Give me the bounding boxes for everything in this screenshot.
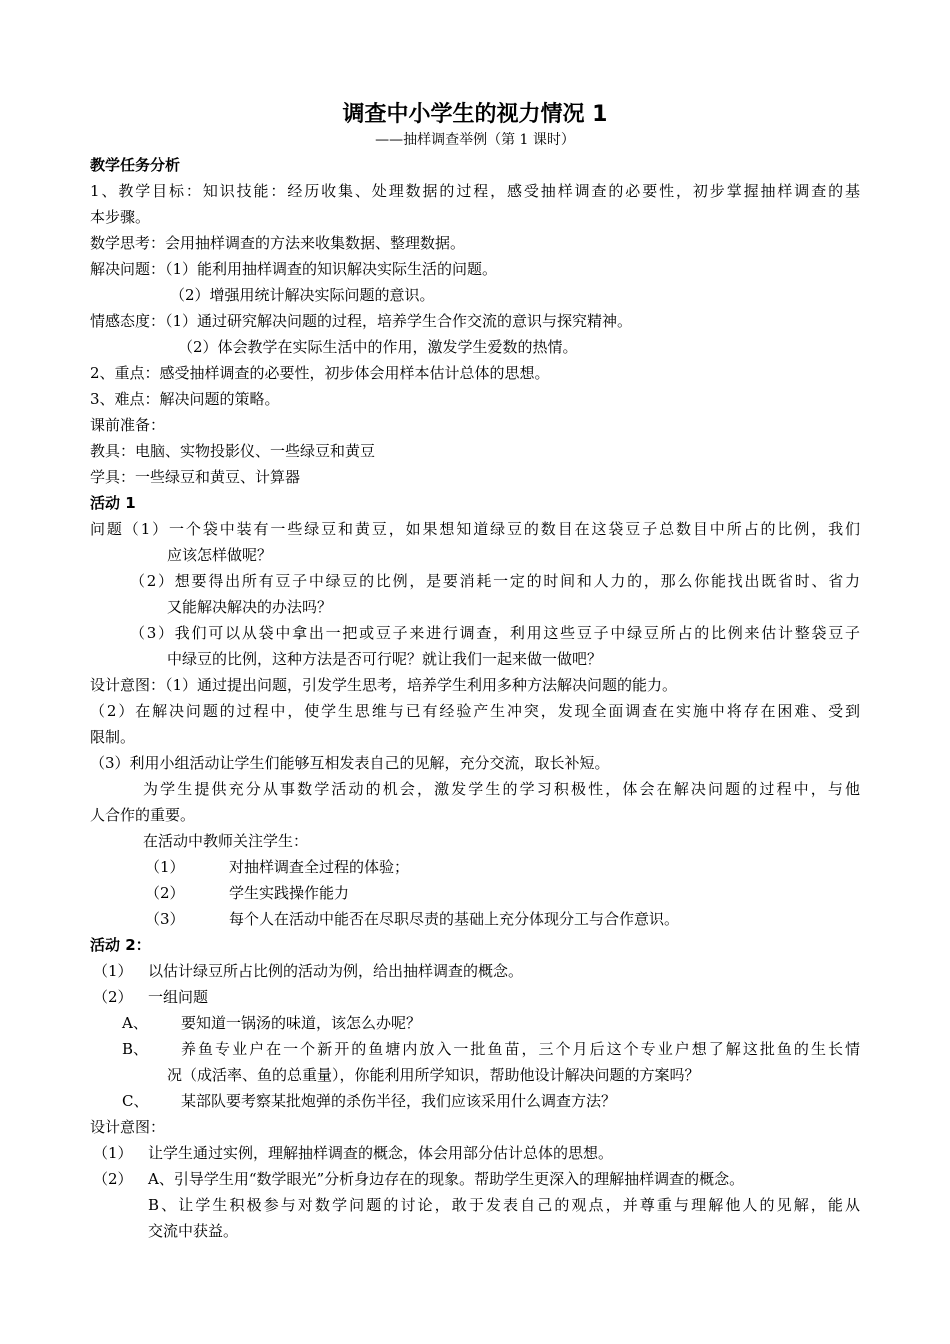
list-number: （3）: [145, 910, 185, 928]
list-letter: B、: [122, 1040, 149, 1058]
list-number: （1）: [145, 858, 185, 876]
paragraph-line: 3、难点：解决问题的策略。: [90, 390, 280, 408]
paragraph-line: 应该怎样做呢？: [167, 546, 273, 564]
paragraph-line: 解决问题：（1）能利用抽样调查的知识解决实际生活的问题。: [90, 260, 498, 278]
paragraph-line: 数学思考：会用抽样调查的方法来收集数据、整理数据。: [90, 234, 466, 252]
paragraph-line: 情感态度：（1）通过研究解决问题的过程，培养学生合作交流的意识与探究精神。: [90, 312, 633, 330]
list-number: （2）: [93, 1170, 133, 1188]
paragraph-line: 限制。: [90, 728, 136, 746]
list-number: （1）: [93, 962, 133, 980]
paragraph-line: 学具：一些绿豆和黄豆、计算器: [90, 468, 301, 486]
list-item-text: 一组问题: [148, 988, 209, 1006]
paragraph-line: 2、重点：感受抽样调查的必要性，初步体会用样本估计总体的思想。: [90, 364, 550, 382]
list-item-text: 学生实践操作能力: [229, 884, 350, 902]
list-letter: C、: [122, 1092, 149, 1110]
section-heading-analysis: 教学任务分析: [90, 156, 181, 174]
paragraph-line: 设计意图：: [90, 1118, 166, 1136]
paragraph-line: （2）增强用统计解决实际问题的意识。: [170, 286, 435, 304]
paragraph-line: （2）想要得出所有豆子中绿豆的比例，是要消耗一定的时间和人力的，那么你能找出既省时、省力: [130, 572, 860, 590]
paragraph-line: 1、教学目标：知识技能：经历收集、处理数据的过程，感受抽样调查的必要性，初步掌握抽样调查的基: [90, 182, 860, 200]
paragraph-line: 设计意图：（1）通过提出问题，引发学生思考，培养学生利用多种方法解决问题的能力。: [90, 676, 678, 694]
paragraph-line: 中绿豆的比例，这种方法是否可行呢？就让我们一起来做一做吧？: [167, 650, 603, 668]
list-item-text: 让学生通过实例，理解抽样调查的概念，体会用部分估计总体的思想。: [148, 1144, 614, 1162]
list-item-text: 每个人在活动中能否在尽职尽责的基础上充分体现分工与合作意识。: [229, 910, 680, 928]
list-item-text: 要知道一锅汤的味道，该怎么办呢？: [181, 1014, 422, 1032]
paragraph-line: 为学生提供充分从事数学活动的机会，激发学生的学习积极性，体会在解决问题的过程中，与他: [143, 780, 860, 798]
list-item-text: 养鱼专业户在一个新开的鱼塘内放入一批鱼苗，三个月后这个专业户想了解这批鱼的生长情: [181, 1040, 860, 1058]
paragraph-line: （3）利用小组活动让学生们能够互相发表自己的见解，充分交流，取长补短。: [90, 754, 610, 772]
section-heading-activity-2: 活动 2：: [90, 936, 151, 954]
paragraph-line: （3）我们可以从袋中拿出一把或豆子来进行调查，利用这些豆子中绿豆所占的比例来估计整袋豆子: [130, 624, 860, 642]
list-item-text: 对抽样调查全过程的体验；: [229, 858, 410, 876]
paragraph-line: （2）体会教学在实际生活中的作用，激发学生爱数的热情。: [178, 338, 578, 356]
section-heading-activity-1: 活动 1: [90, 494, 136, 512]
paragraph-line: B、让学生积极参与对数学问题的讨论，敢于发表自己的观点，并尊重与理解他人的见解，能从: [148, 1196, 860, 1214]
document-subtitle: ——抽样调查举例（第 1 课时）: [375, 132, 575, 148]
list-number: （2）: [145, 884, 185, 902]
paragraph-line: 本步骤。: [90, 208, 151, 226]
list-item-text: 以估计绿豆所占比例的活动为例，给出抽样调查的概念。: [148, 962, 524, 980]
list-item-text: 某部队要考察某批炮弹的杀伤半径，我们应该采用什么调查方法？: [181, 1092, 617, 1110]
paragraph-line: 又能解决解决的办法吗？: [167, 598, 333, 616]
paragraph-line: 问题（1）一个袋中装有一些绿豆和黄豆，如果想知道绿豆的数目在这袋豆子总数目中所占的比例，我们: [90, 520, 860, 538]
paragraph-line: （2）在解决问题的过程中，使学生思维与已有经验产生冲突，发现全面调查在实施中将存在困难、受到: [90, 702, 860, 720]
paragraph-line: 交流中获益。: [148, 1222, 239, 1240]
list-letter: A、: [122, 1014, 148, 1032]
paragraph-line: 教具：电脑、实物投影仪、一些绿豆和黄豆: [90, 442, 376, 460]
list-item-text: A、引导学生用“数学眼光”分析身边存在的现象。帮助学生更深入的理解抽样调查的概念。: [148, 1170, 745, 1188]
paragraph-line: 人合作的重要。: [90, 806, 196, 824]
list-number: （2）: [93, 988, 133, 1006]
list-number: （1）: [93, 1144, 133, 1162]
paragraph-line: 在活动中教师关注学生：: [143, 832, 309, 850]
paragraph-line: 况（成活率、鱼的总重量），你能利用所学知识，帮助他设计解决问题的方案吗？: [167, 1066, 700, 1084]
document-title: 调查中小学生的视力情况 1: [342, 102, 608, 127]
paragraph-line: 课前准备：: [90, 416, 166, 434]
